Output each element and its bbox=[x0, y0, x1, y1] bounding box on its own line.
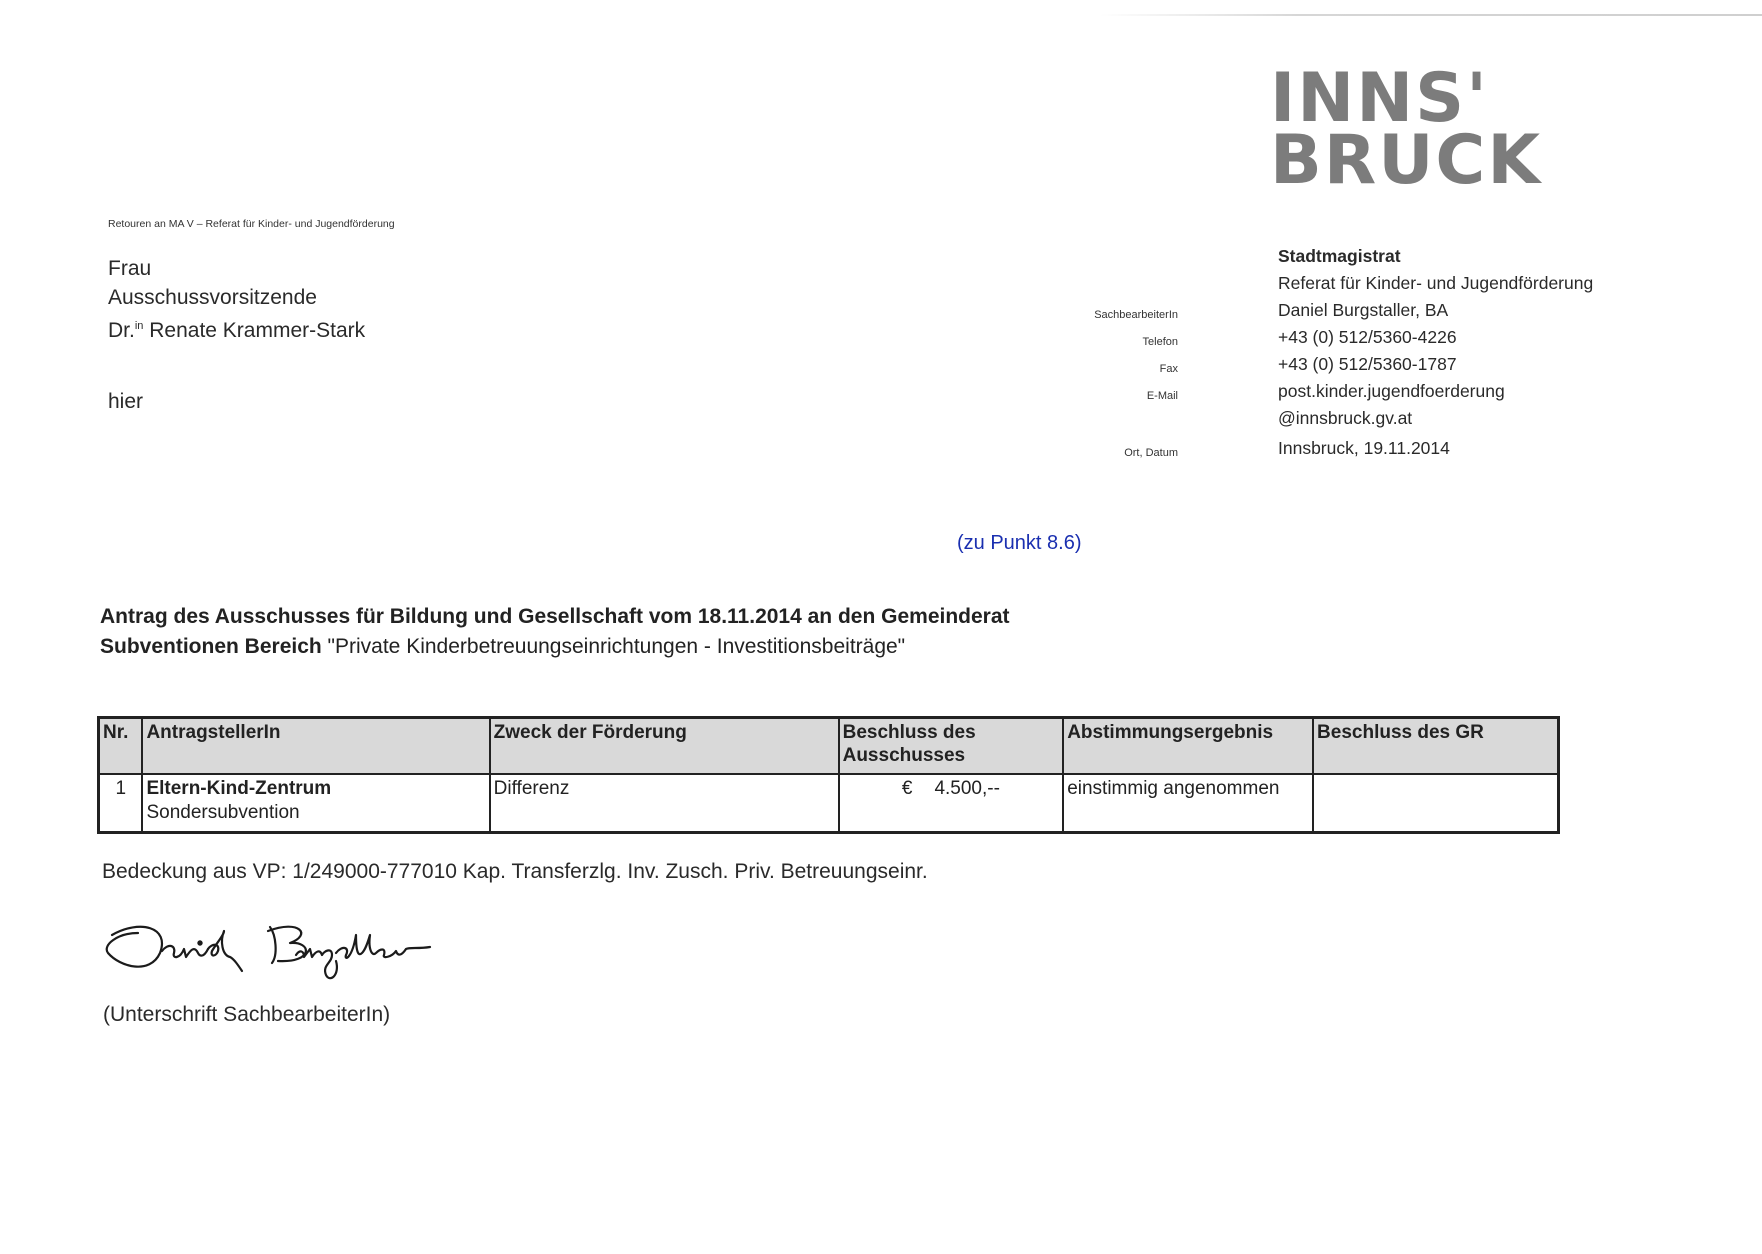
cell-council bbox=[1313, 774, 1558, 833]
top-scan-rule bbox=[1100, 14, 1762, 16]
logo-line-2: BRUCK bbox=[1270, 121, 1543, 200]
recipient-salutation: Frau bbox=[108, 257, 152, 280]
table-header-row bbox=[99, 718, 1559, 775]
sender-department: Referat für Kinder- und Jugendförderung bbox=[1278, 273, 1594, 293]
budget-coverage: Bedeckung aus VP: 1/249000-777010 Kap. Transferzlg. Inv. Zusch. Priv. Betreuungseinr. bbox=[102, 860, 928, 883]
recipient-role: Ausschussvorsitzende bbox=[108, 286, 317, 309]
return-address-line: Retouren an MA V – Referat für Kinder- und Jugendförderung bbox=[108, 218, 395, 230]
recipient-title-sup: in bbox=[134, 320, 144, 332]
phone-label: Telefon bbox=[1142, 336, 1178, 348]
sender-department-row bbox=[1050, 273, 1650, 300]
recipient-title-prefix: Dr. bbox=[108, 319, 135, 342]
sender-clerk-row bbox=[1050, 300, 1650, 327]
cell-vote: einstimmig angenommen bbox=[1063, 774, 1313, 833]
email-value-line2[interactable]: @innsbruck.gv.at bbox=[1278, 408, 1413, 428]
email-label: E-Mail bbox=[1146, 390, 1178, 402]
sender-email-row bbox=[1050, 381, 1650, 408]
sender-org: Stadtmagistrat bbox=[1278, 246, 1401, 266]
recipient-block bbox=[108, 254, 365, 345]
recipient-location: hier bbox=[108, 390, 144, 413]
table-row bbox=[99, 774, 1559, 833]
recipient-fullname: Renate Krammer-Stark bbox=[143, 319, 366, 342]
header-purpose: Zweck der Förderung bbox=[490, 718, 839, 775]
cell-nr: 1 bbox=[99, 774, 143, 833]
document-subtitle bbox=[100, 635, 905, 659]
clerk-value: Daniel Burgstaller, BA bbox=[1278, 300, 1449, 320]
handwritten-signature bbox=[100, 905, 500, 995]
sender-fax-row bbox=[1050, 354, 1650, 381]
currency-symbol: € bbox=[901, 778, 913, 799]
header-applicant: AntragstellerIn bbox=[142, 718, 489, 775]
place-date-label: Ort, Datum bbox=[1124, 447, 1178, 459]
cell-amount bbox=[839, 774, 1064, 833]
sender-org-row bbox=[1050, 246, 1650, 273]
sender-phone-row bbox=[1050, 327, 1650, 354]
sender-date-row bbox=[1050, 438, 1650, 465]
subtitle-bold: Subventionen Bereich bbox=[100, 635, 322, 658]
innsbruck-logo bbox=[1270, 59, 1543, 200]
cell-purpose: Differenz bbox=[490, 774, 839, 833]
logo-line-1: INNS' bbox=[1270, 59, 1489, 138]
phone-value: +43 (0) 512/5360-4226 bbox=[1278, 327, 1457, 347]
fax-label: Fax bbox=[1159, 363, 1178, 375]
subtitle-rest: "Private Kinderbetreuungseinrichtungen - Investitionsbeiträge" bbox=[321, 635, 906, 658]
cell-applicant bbox=[142, 774, 489, 833]
header-committee-decision: Beschluss des Ausschusses bbox=[839, 718, 1064, 775]
clerk-label: SachbearbeiterIn bbox=[1094, 309, 1178, 321]
place-date-value: Innsbruck, 19.11.2014 bbox=[1278, 438, 1450, 458]
header-nr: Nr. bbox=[99, 718, 143, 775]
fax-value: +43 (0) 512/5360-1787 bbox=[1278, 354, 1457, 374]
sender-email-row-2 bbox=[1050, 408, 1650, 435]
email-value-line1[interactable]: post.kinder.jugendfoerderung bbox=[1278, 381, 1505, 401]
header-vote-result: Abstimmungsergebnis bbox=[1063, 718, 1313, 775]
recipient-name bbox=[108, 312, 365, 345]
signature-caption: (Unterschrift SachbearbeiterIn) bbox=[103, 1003, 391, 1026]
header-council-decision: Beschluss des GR bbox=[1313, 718, 1558, 775]
applicant-subtype: Sondersubvention bbox=[146, 802, 300, 823]
amount-value: 4.500,-- bbox=[934, 778, 1000, 799]
applicant-name: Eltern-Kind-Zentrum bbox=[146, 778, 332, 799]
agenda-reference: (zu Punkt 8.6) bbox=[957, 532, 1082, 554]
subsidy-table bbox=[97, 716, 1560, 834]
document-title: Antrag des Ausschusses für Bildung und Gesellschaft vom 18.11.2014 an den Gemeinderat bbox=[100, 605, 1010, 628]
sender-block bbox=[1050, 246, 1650, 465]
